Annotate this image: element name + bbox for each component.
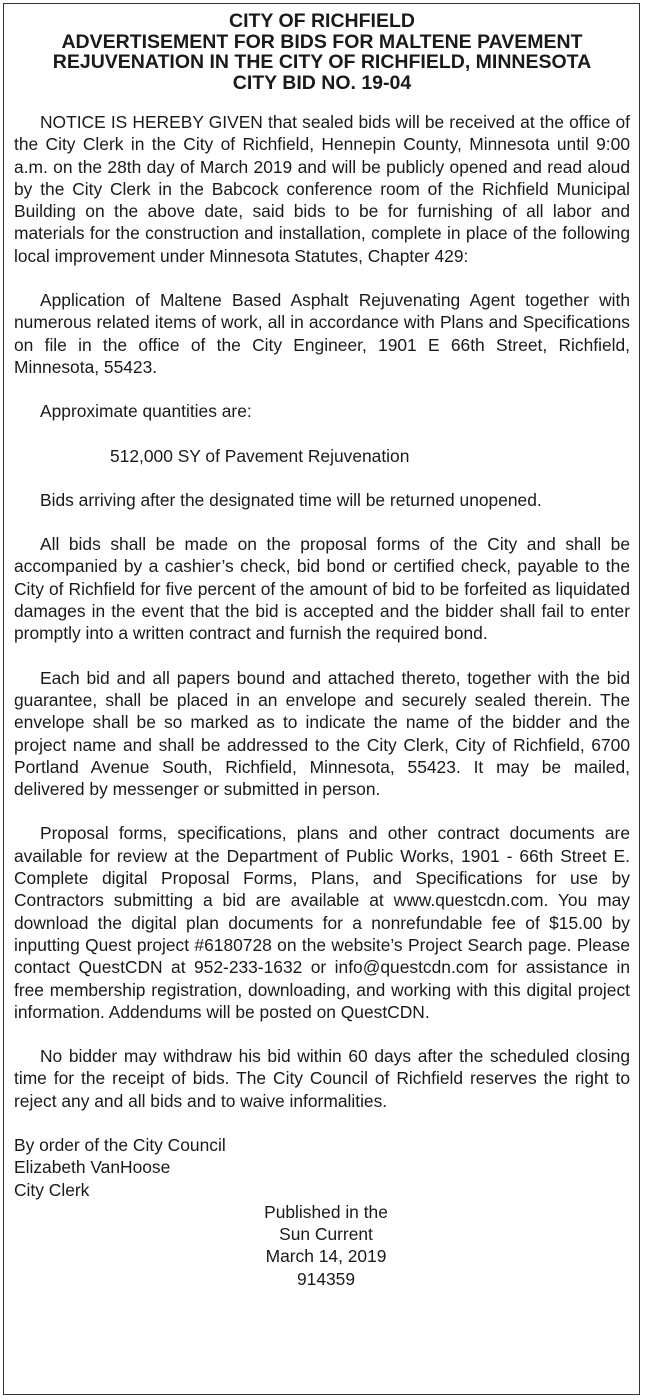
- late-bids-paragraph: Bids arriving after the designated time will be returned unopened.: [40, 489, 542, 510]
- public-notice: [3, 3, 640, 1395]
- publication-date: March 14, 2019: [265, 1246, 387, 1267]
- notice-paragraph: NOTICE IS HEREBY GIVEN that sealed bids will be received at the office of the City Clerk in the City of Richfield, Hennepin County, Minnesota until 9:00 a.m. on the 28th day of March 2019 and will be publicly opened and read aloud by the City Clerk in the Babcock conference room of the Richfield Municipal Building on the above date, said bids to be for furnishing of all labor and materials for the construction and installation, complete in place of the following local improvement under Minnesota Statutes, Chapter 429:: [14, 112, 630, 266]
- newspaper-name: Sun Current: [279, 1224, 373, 1245]
- withdraw-paragraph: No bidder may withdraw his bid within 60 days after the scheduled closing time for the receipt of bids. The City Council of Richfield reserves the right to reject any and all bids and to waive informalities.: [14, 1046, 630, 1111]
- envelope-paragraph: Each bid and all papers bound and attached thereto, together with the bid guarantee, shall be placed in an envelope and securely sealed therein. The envelope shall be so marked as to indicate the name of the bidder and the project name and shall be addressed to the City Clerk, City of Richfield, 6700 Portland Avenue South, Richfield, Minnesota, 55423. It may be mailed, delivered by messenger or submitted in person.: [14, 667, 630, 800]
- documents-paragraph: Proposal forms, specifications, plans and other contract documents are available for review at the Department of Public Works, 1901 - 66th Street E. Complete digital Proposal Forms, Plans, and Specifications for use by Contractors submitting a bid are available at www.questcdn.com. You may download the digital plan documents for a nonrefundable fee of $15.00 by inputting Quest project #6180728 on the website’s Project Search page. Please contact QuestCDN at 952-233-1632 or info@questcdn.com for assistance in free membership registration, downloading, and working with this digital project information. Addendums will be posted on QuestCDN.: [14, 823, 630, 1022]
- signature-line: By order of the City Council: [14, 1134, 226, 1155]
- quantities-intro: Approximate quantities are:: [40, 401, 252, 422]
- published-in-label: Published in the: [264, 1201, 388, 1222]
- title-line-2: ADVERTISEMENT FOR BIDS FOR MALTENE PAVEMENT: [61, 30, 583, 53]
- proposal-requirements-paragraph: All bids shall be made on the proposal forms of the City and shall be accompanied by a cashier’s check, bid bond or certified check, payable to the City of Richfield for five percent of the amount of bid to be forfeited as liquidated damages in the event that the bid is accepted and the bidder shall fail to enter promptly into a written contract and furnish the required bond.: [14, 534, 630, 644]
- quantity-item: 512,000 SY of Pavement Rejuvenation: [110, 445, 410, 466]
- publication-number: 914359: [296, 1268, 356, 1289]
- signer-role: City Clerk: [14, 1179, 90, 1200]
- notice-title: [14, 11, 630, 93]
- signature-block: [14, 1134, 630, 1201]
- application-paragraph: Application of Maltene Based Asphalt Rejuvenating Agent together with numerous related items of work, all in accordance with Plans and Specifications on file in the office of the City Engineer, 1901 E 66th Street, Richfield, Minnesota, 55423.: [14, 290, 630, 377]
- title-line-3: REJUVENATION IN THE CITY OF RICHFIELD, MINNESOTA: [52, 51, 592, 73]
- signer-name: Elizabeth VanHoose: [14, 1157, 171, 1178]
- publication-block: [14, 1201, 630, 1290]
- title-line-1: CITY OF RICHFIELD: [229, 10, 415, 32]
- title-line-4: CITY BID NO. 19-04: [232, 71, 412, 94]
